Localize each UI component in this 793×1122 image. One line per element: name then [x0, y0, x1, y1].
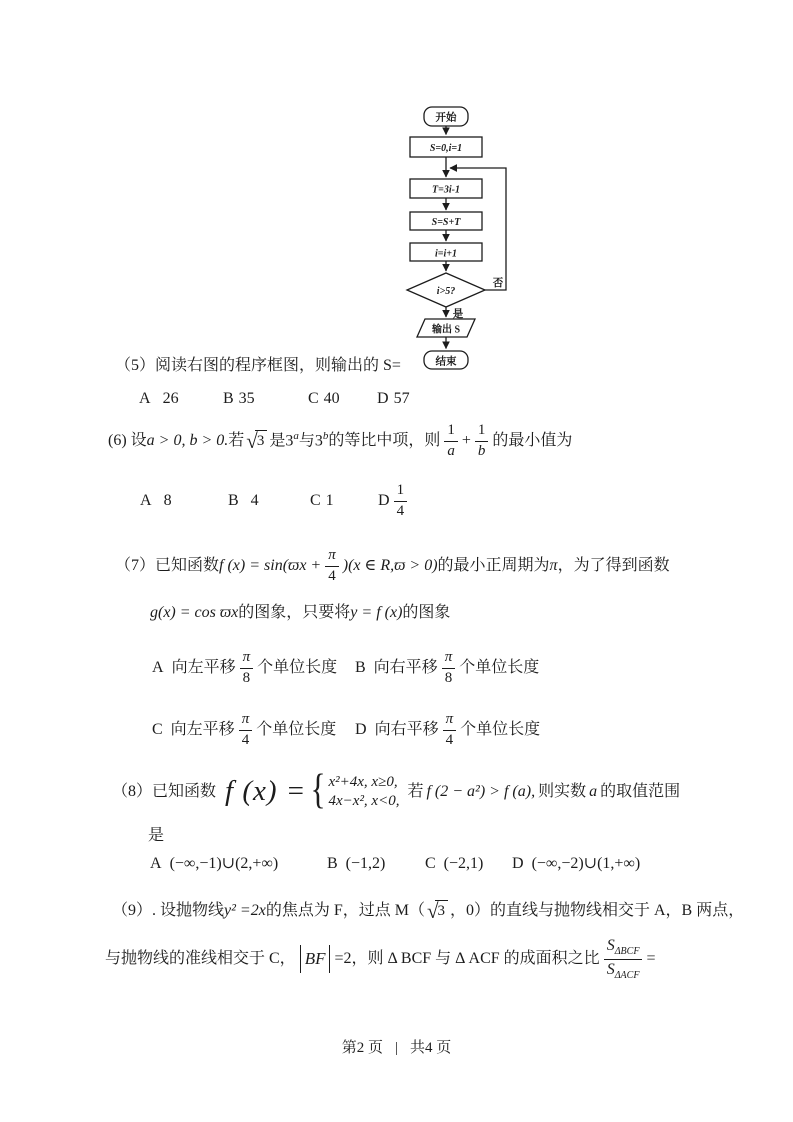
- option-value: (−∞,−2)∪(1,+∞): [531, 855, 641, 872]
- case-2: 4x−x², x<0,: [328, 793, 400, 809]
- question-7-line2: [150, 603, 450, 624]
- q7-domain: )(x ∈ R,ϖ > 0): [342, 556, 438, 574]
- q8-option-b: [327, 854, 385, 875]
- option-label: C: [310, 491, 321, 509]
- option-label: A: [139, 390, 151, 407]
- question-9-line1: [112, 893, 744, 929]
- numerator-S-BCF: $S_{\Delta BCF}$: [604, 937, 643, 960]
- option-pre: 向右平移: [374, 720, 439, 738]
- end-label: 结束: [435, 356, 457, 368]
- option-value: (−1,2): [345, 855, 386, 872]
- q6-option-d: [378, 480, 411, 522]
- option-value: (−∞,−1)∪(2,+∞): [169, 855, 279, 872]
- q8-range-text: 的取值范围: [600, 782, 681, 800]
- no-label: 否: [492, 278, 504, 289]
- option-label: B: [327, 855, 338, 872]
- footer-total-pages: 共4 页: [410, 1040, 452, 1056]
- q7-pi: π: [549, 556, 558, 574]
- q8-prefix: （8）已知函数: [112, 782, 217, 800]
- question-9-line2: [105, 936, 655, 982]
- radical-icon: √: [426, 898, 439, 923]
- question-5-text: [115, 356, 401, 377]
- q8-option-a: [150, 854, 278, 875]
- q8-text-shi: [148, 826, 164, 847]
- fraction-1-over-a: $\frac{1}{a}$: [444, 422, 458, 460]
- q8-option-d: [512, 854, 640, 875]
- q7-l2-text: 的图象，只要将: [238, 604, 351, 621]
- q8-var-a: a: [589, 782, 598, 800]
- q5-stem: （5）阅读右图的程序框图，则输出的 S=: [115, 357, 401, 374]
- q7-l2-tail: 的图象: [402, 604, 451, 621]
- question-6-text: [108, 420, 572, 462]
- option-pre: 向左平移: [170, 720, 235, 738]
- fraction-1-over-4: $\frac{1}{4}$: [394, 482, 408, 520]
- q6-option-c: [310, 480, 334, 522]
- q9-line2-pre: 与抛物线的准线相交于 C，: [105, 949, 296, 967]
- fraction-pi-over-4: $\frac{\pi}{4}$: [325, 547, 339, 585]
- plus-sign: +: [461, 431, 471, 449]
- decision-label: i>5?: [436, 286, 456, 297]
- q8-option-c: [425, 854, 483, 875]
- q9-line1-tail: ，0）的直线与抛物线相交于 A，B 两点，: [449, 901, 745, 919]
- option-label: B: [223, 390, 234, 407]
- q8-if: 若: [407, 782, 424, 800]
- q6-condition: a > 0, b > 0.: [146, 431, 229, 449]
- q6-mid: 若: [228, 431, 245, 449]
- option-label: C: [152, 720, 163, 738]
- output-label: 输出 S: [431, 324, 461, 336]
- option-value: 4: [250, 491, 259, 509]
- q5-option-a: [139, 389, 179, 410]
- q7-gx: g(x) = cos ϖx: [150, 604, 239, 621]
- q7-option-a: [152, 647, 337, 689]
- option-label: D: [377, 390, 389, 407]
- q9-focus-text: 的焦点为 F，过点 M（: [265, 901, 425, 919]
- q7-yfx: y = f (x): [350, 604, 403, 621]
- option-label: B: [228, 491, 239, 509]
- case-1: x²+4x, x≥0,: [328, 774, 398, 790]
- q7-option-c: [152, 709, 336, 751]
- q6-suffix: 的最小值为: [492, 431, 573, 449]
- option-label: C: [425, 855, 436, 872]
- option-label: D: [378, 491, 390, 509]
- q7-prefix: （7）已知函数: [115, 556, 220, 574]
- option-post: 个单位长度: [256, 720, 337, 738]
- sqrt-3: √ 3: [246, 430, 267, 452]
- q6-seg2: 的等比中项，则: [328, 431, 441, 449]
- option-label: B: [355, 658, 366, 676]
- q6-prefix: (6) 设: [108, 431, 147, 449]
- step-t-label: T=3i-1: [432, 184, 460, 196]
- step-s-label: S=S+T: [431, 217, 461, 228]
- yes-label: 是: [452, 309, 464, 320]
- q9-prefix: （9）. 设抛物线: [112, 901, 225, 919]
- sqrt-3: √ 3: [427, 900, 448, 922]
- option-label: A: [140, 491, 152, 509]
- q8-fx: f (x) =: [225, 775, 307, 808]
- q7-tail: ，为了得到函数: [557, 556, 670, 574]
- option-post: 个单位长度: [460, 720, 541, 738]
- q6-option-b: [228, 480, 259, 522]
- start-label: 开始: [435, 112, 457, 124]
- q5-option-d: [377, 389, 410, 410]
- footer-separator: |: [394, 1040, 398, 1056]
- option-post: 个单位长度: [459, 658, 540, 676]
- q8-shi: 是: [148, 827, 165, 844]
- option-label: C: [308, 390, 319, 407]
- q8-then: 则实数: [538, 782, 587, 800]
- page-footer: [0, 1036, 793, 1057]
- question-8-text: [112, 765, 680, 819]
- option-pre: 向左平移: [171, 658, 236, 676]
- q6-option-a: [140, 480, 172, 522]
- option-value: 8: [163, 491, 172, 509]
- fraction-pi-over-4: $\frac{\pi}{4}$: [443, 711, 457, 749]
- piecewise-brace: {: [310, 767, 326, 814]
- option-pre: 向右平移: [373, 658, 438, 676]
- option-label: A: [152, 658, 164, 676]
- fraction-pi-over-8: $\frac{\pi}{8}$: [240, 649, 254, 687]
- q7-option-d: [355, 709, 540, 751]
- q7-period-text: 的最小正周期为: [437, 556, 550, 574]
- denominator-S-ACF: $S_{\Delta ACF}$: [606, 960, 640, 981]
- fraction-pi-over-8: $\frac{\pi}{8}$: [442, 649, 456, 687]
- option-label: D: [355, 720, 367, 738]
- fraction-1-over-b: $\frac{1}{b}$: [475, 422, 489, 460]
- option-value: 35: [238, 390, 255, 407]
- q7-fx: f (x) = sin(ϖx +: [219, 556, 322, 574]
- q9-parabola: y² =2x: [224, 901, 266, 919]
- q7-option-b: [355, 647, 539, 689]
- option-label: D: [512, 855, 524, 872]
- option-value: 57: [393, 390, 410, 407]
- init-label: S=0,i=1: [429, 143, 463, 154]
- footer-page-number: 第2 页: [341, 1040, 383, 1056]
- option-post: 个单位长度: [257, 658, 338, 676]
- program-flowchart: [395, 103, 530, 378]
- step-i-label: i=i+1: [435, 248, 457, 260]
- q9-line2-mid: =2，则 Δ BCF 与 Δ ACF 的成面积之比: [334, 949, 600, 967]
- fraction-pi-over-4: $\frac{\pi}{4}$: [239, 711, 253, 749]
- question-7-line1: [115, 545, 670, 587]
- radical-icon: √: [246, 428, 258, 453]
- area-ratio-fraction: [604, 937, 643, 981]
- q5-option-b: [223, 389, 255, 410]
- q8-inequality: f (2 − a²) > f (a),: [426, 782, 536, 800]
- option-value: 40: [323, 390, 340, 407]
- option-value: 1: [325, 491, 334, 509]
- q9-equals: =: [646, 949, 656, 967]
- q6-seg: 是3$^a$与3$^b$: [269, 430, 329, 450]
- q5-option-c: [308, 389, 340, 410]
- piecewise-cases: [329, 773, 400, 811]
- option-value: 26: [162, 390, 179, 407]
- option-value: (−2,1): [443, 855, 484, 872]
- option-label: A: [150, 855, 162, 872]
- abs-BF: BF: [300, 945, 331, 973]
- loop-line: [452, 168, 506, 290]
